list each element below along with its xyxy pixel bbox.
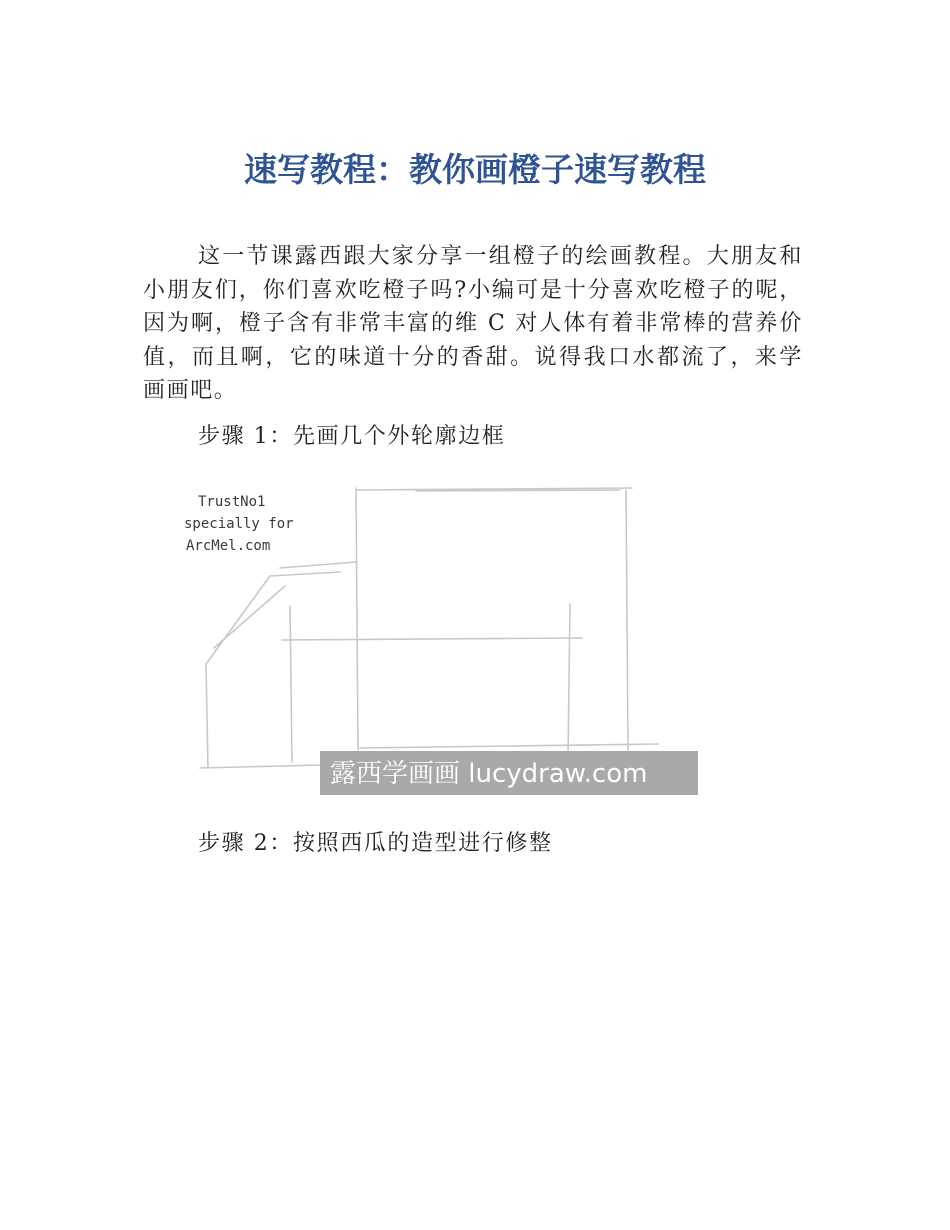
- step-1-caption: 步骤 1：先画几个外轮廓边框: [198, 424, 506, 449]
- credit-line-1: TrustNo1: [198, 494, 266, 510]
- intro-paragraph: 这一节课露西跟大家分享一组橙子的绘画教程。大朋友和小朋友们，你们喜欢吃橙子吗?小编可是十分喜欢吃橙子的呢，因为啊，橙子含有非常丰富的维 C 对人体有着非常棒的营养价值，而且啊，它的味道十分的香甜。说得我口水都流了，来学画画吧。: [143, 244, 803, 404]
- credit-line-2: specially for: [184, 516, 294, 532]
- watermark-text: 露西学画画 lucydraw.com: [330, 759, 648, 789]
- credit-line-3: ArcMel.com: [186, 538, 271, 554]
- step-1-sketch-image: [170, 478, 710, 808]
- step-2-caption: 步骤 2：按照西瓜的造型进行修整: [198, 831, 553, 856]
- page-title: 速写教程：教你画橙子速写教程: [244, 150, 706, 189]
